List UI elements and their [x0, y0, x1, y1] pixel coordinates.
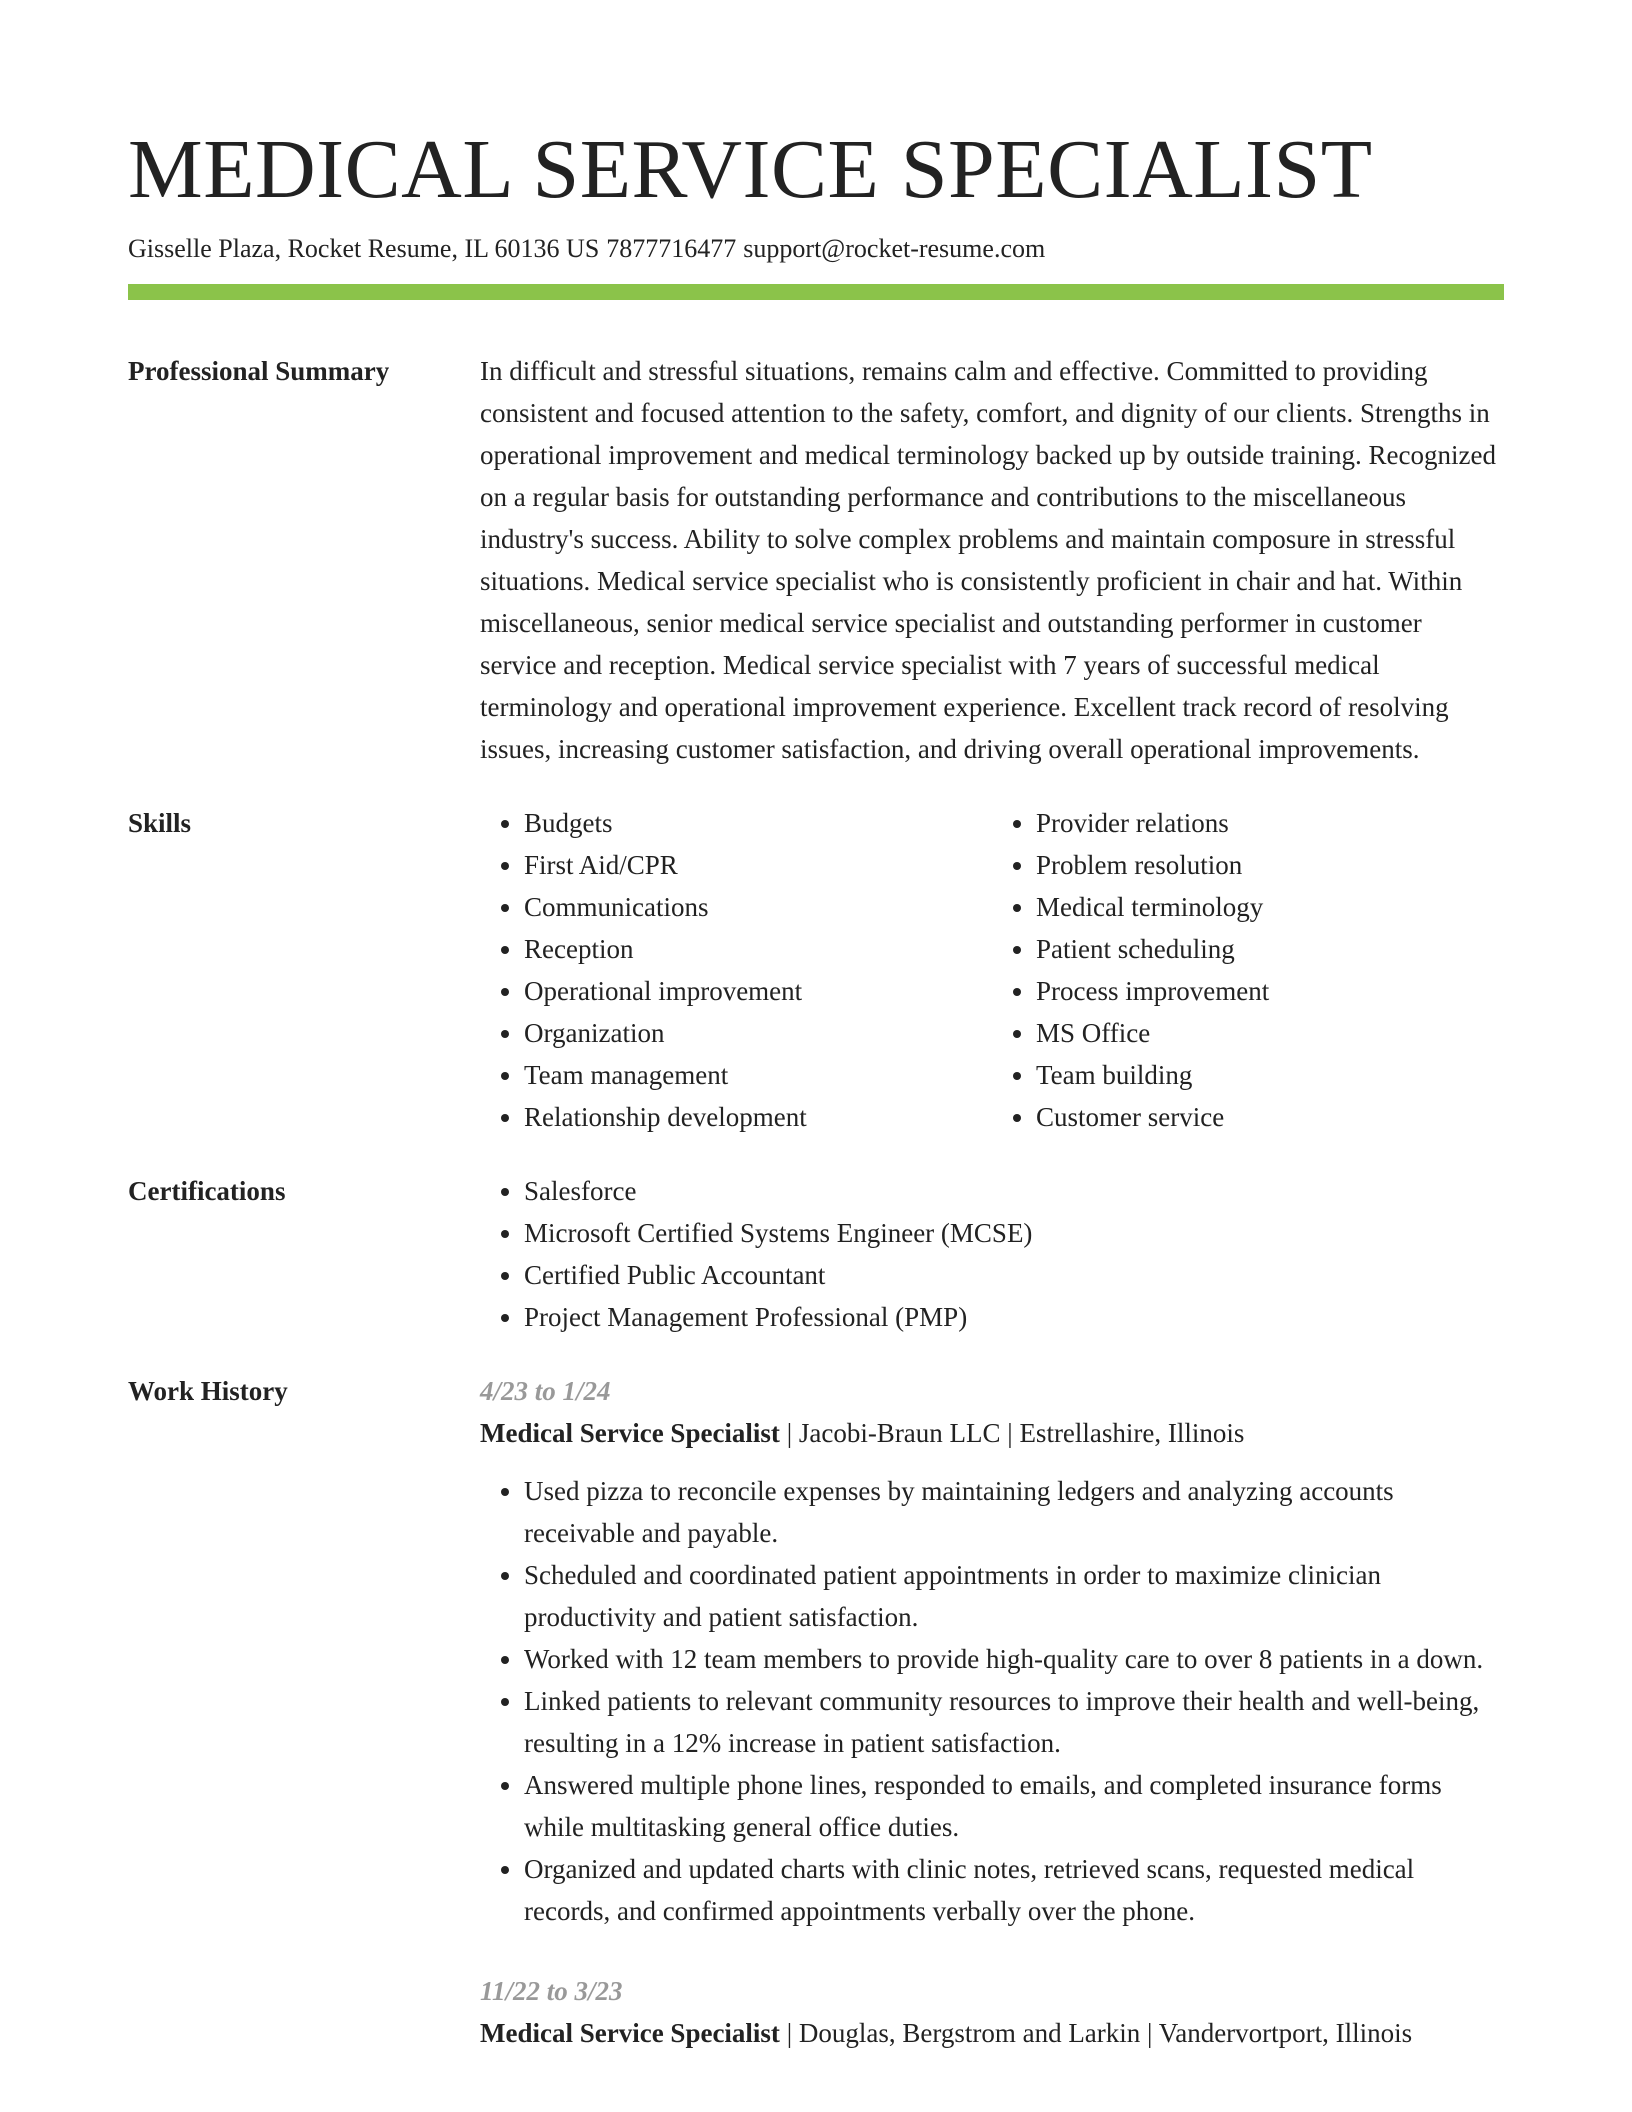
skills-heading: Skills	[128, 808, 192, 838]
job-entry	[480, 1970, 1504, 2054]
skill-item: • MS Office	[1036, 1012, 1504, 1054]
skill-item: • Operational improvement	[524, 970, 992, 1012]
job-duty-item: • Worked with 12 team members to provide high-quality care to over 8 patients in a down.	[524, 1638, 1504, 1680]
skill-item: • Budgets	[524, 802, 992, 844]
skill-item: • Reception	[524, 928, 992, 970]
contact-email: support@rocket-resume.com	[743, 234, 1046, 263]
certifications-list	[480, 1170, 1504, 1338]
job-employer: | Douglas, Bergstrom and Larkin | Vandervortport, Illinois	[779, 2018, 1413, 2048]
resume-title: MEDICAL SERVICE SPECIALIST	[128, 123, 1373, 216]
skill-item: • First Aid/CPR	[524, 844, 992, 886]
skills-list-right	[992, 802, 1504, 1138]
job-title: Medical Service Specialist	[480, 2018, 780, 2048]
skill-item: • Patient scheduling	[1036, 928, 1504, 970]
skills-grid	[480, 802, 1504, 1138]
certification-item: • Certified Public Accountant	[524, 1254, 1504, 1296]
certification-item: • Project Management Professional (PMP)	[524, 1296, 1504, 1338]
contact-line	[128, 232, 1504, 266]
skill-item: • Customer service	[1036, 1096, 1504, 1138]
certification-item: • Salesforce	[524, 1170, 1504, 1212]
skill-item: • Process improvement	[1036, 970, 1504, 1012]
skill-item: • Medical terminology	[1036, 886, 1504, 928]
resume-page	[128, 0, 1504, 2092]
certifications-section	[128, 1170, 1504, 1338]
header-divider	[128, 284, 1504, 300]
skill-item: • Relationship development	[524, 1096, 992, 1138]
job-duty-item: • Organized and updated charts with clinic notes, retrieved scans, requested medical records, and confirmed appointments verbally over the phone.	[524, 1848, 1504, 1932]
skill-item: • Team management	[524, 1054, 992, 1096]
job-dates: 11/22 to 3/23	[480, 1976, 623, 2006]
skill-item: • Communications	[524, 886, 992, 928]
job-entry	[480, 1370, 1504, 1932]
job-duties-list	[480, 1470, 1504, 1932]
summary-text: In difficult and stressful situations, remains calm and effective. Committed to providing consistent and focused attention to the safety, comfort, and dignity of our clients. Strengths in operational improvement and medical terminology backed up by outside training. Recognized on a regular basis for outstanding performance and contributions to the miscellaneous industry's success. Ability to solve complex problems and maintain composure in stressful situations. Medical service specialist who is consistently proficient in chair and hat. Within miscellaneous, senior medical service specialist and outstanding performer in customer service and reception. Medical service specialist with 7 years of successful medical terminology and operational improvement experience. Excellent track record of resolving issues, increasing customer satisfaction, and driving overall operational improvements.	[480, 356, 1496, 764]
skill-item: • Problem resolution	[1036, 844, 1504, 886]
job-heading	[480, 2012, 1504, 2054]
job-heading	[480, 1412, 1504, 1454]
job-title: Medical Service Specialist	[480, 1418, 780, 1448]
summary-heading: Professional Summary	[128, 356, 390, 386]
contact-address: Gisselle Plaza, Rocket Resume, IL 60136 US	[128, 234, 600, 263]
skills-section	[128, 802, 1504, 1138]
certifications-heading: Certifications	[128, 1176, 286, 1206]
contact-phone: 7877716477	[606, 234, 737, 263]
certification-item: • Microsoft Certified Systems Engineer (MCSE)	[524, 1212, 1504, 1254]
work-history-heading: Work History	[128, 1376, 288, 1406]
job-duty-item: • Answered multiple phone lines, responded to emails, and completed insurance forms while multitasking general office duties.	[524, 1764, 1504, 1848]
job-duty-item: • Scheduled and coordinated patient appointments in order to maximize clinician productivity and patient satisfaction.	[524, 1554, 1504, 1638]
job-dates: 4/23 to 1/24	[480, 1376, 611, 1406]
skill-item: • Provider relations	[1036, 802, 1504, 844]
skills-list-left	[480, 802, 992, 1138]
work-history-section	[128, 1370, 1504, 2092]
job-duty-item: • Used pizza to reconcile expenses by maintaining ledgers and analyzing accounts receivable and payable.	[524, 1470, 1504, 1554]
job-duty-item: • Linked patients to relevant community resources to improve their health and well-being, resulting in a 12% increase in patient satisfaction.	[524, 1680, 1504, 1764]
skill-item: • Organization	[524, 1012, 992, 1054]
job-employer: | Jacobi-Braun LLC | Estrellashire, Illinois	[779, 1418, 1245, 1448]
skill-item: • Team building	[1036, 1054, 1504, 1096]
summary-section	[128, 350, 1504, 770]
